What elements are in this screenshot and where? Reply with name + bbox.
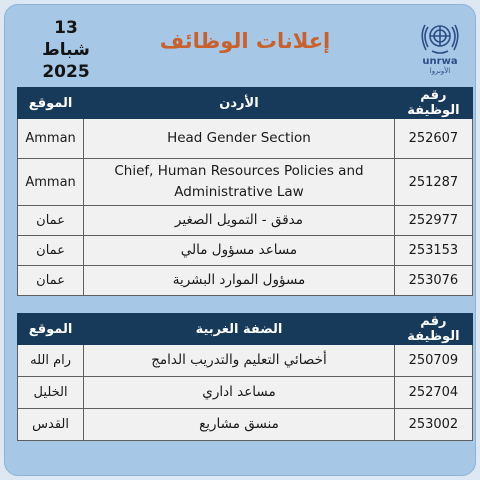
table-header-row xyxy=(18,88,473,119)
job-number: 252977 xyxy=(394,206,472,236)
job-location: عمان xyxy=(18,206,84,236)
header-job-number: رقم الوظيفة xyxy=(394,88,472,119)
job-number: 253153 xyxy=(394,236,472,266)
logo-text: unrwa xyxy=(422,56,458,67)
page-title: إعلانات الوظائف xyxy=(159,29,331,53)
job-location: القدس xyxy=(18,409,84,441)
job-title: مساعد مسؤول مالي xyxy=(84,236,395,266)
logo-text-arabic: الأونروا xyxy=(429,67,451,75)
job-number: 252607 xyxy=(394,119,472,159)
table-row xyxy=(18,266,473,296)
header-region: الأردن xyxy=(84,88,395,119)
jobs-table-jordan xyxy=(17,87,473,296)
table-row xyxy=(18,377,473,409)
job-number: 252704 xyxy=(394,377,472,409)
table-row xyxy=(18,119,473,159)
table-row xyxy=(18,206,473,236)
date-block xyxy=(31,17,101,83)
table-row xyxy=(18,236,473,266)
job-location: Amman xyxy=(18,159,84,206)
job-title: أخصائي التعليم والتدريب الدامج xyxy=(84,345,395,377)
job-number: 253076 xyxy=(394,266,472,296)
date-year: 2025 xyxy=(42,62,90,82)
job-location: Amman xyxy=(18,119,84,159)
unrwa-logo xyxy=(415,19,465,79)
header-location: الموقع xyxy=(18,88,84,119)
job-title: مسؤول الموارد البشرية xyxy=(84,266,395,296)
table-header-row xyxy=(18,314,473,345)
job-location: رام الله xyxy=(18,345,84,377)
un-emblem-icon xyxy=(420,19,460,57)
table-row xyxy=(18,159,473,206)
job-location: عمان xyxy=(18,266,84,296)
job-location: عمان xyxy=(18,236,84,266)
header-job-number: رقم الوظيفة xyxy=(394,314,472,345)
job-title: Chief, Human Resources Policies and Administrative Law xyxy=(84,159,395,206)
job-title: مساعد اداري xyxy=(84,377,395,409)
job-title: مدقق - التمويل الصغير xyxy=(84,206,395,236)
table-row xyxy=(18,409,473,441)
header-region: الضفة الغربية xyxy=(84,314,395,345)
header-location: الموقع xyxy=(18,314,84,345)
job-location: الخليل xyxy=(18,377,84,409)
table-row xyxy=(18,345,473,377)
job-title: Head Gender Section xyxy=(84,119,395,159)
date-day-month: 13 شباط xyxy=(42,18,90,60)
job-number: 251287 xyxy=(394,159,472,206)
job-number: 253002 xyxy=(394,409,472,441)
job-announcement-card xyxy=(4,4,476,476)
job-number: 250709 xyxy=(394,345,472,377)
job-title: منسق مشاريع xyxy=(84,409,395,441)
jobs-table-west-bank xyxy=(17,313,473,441)
